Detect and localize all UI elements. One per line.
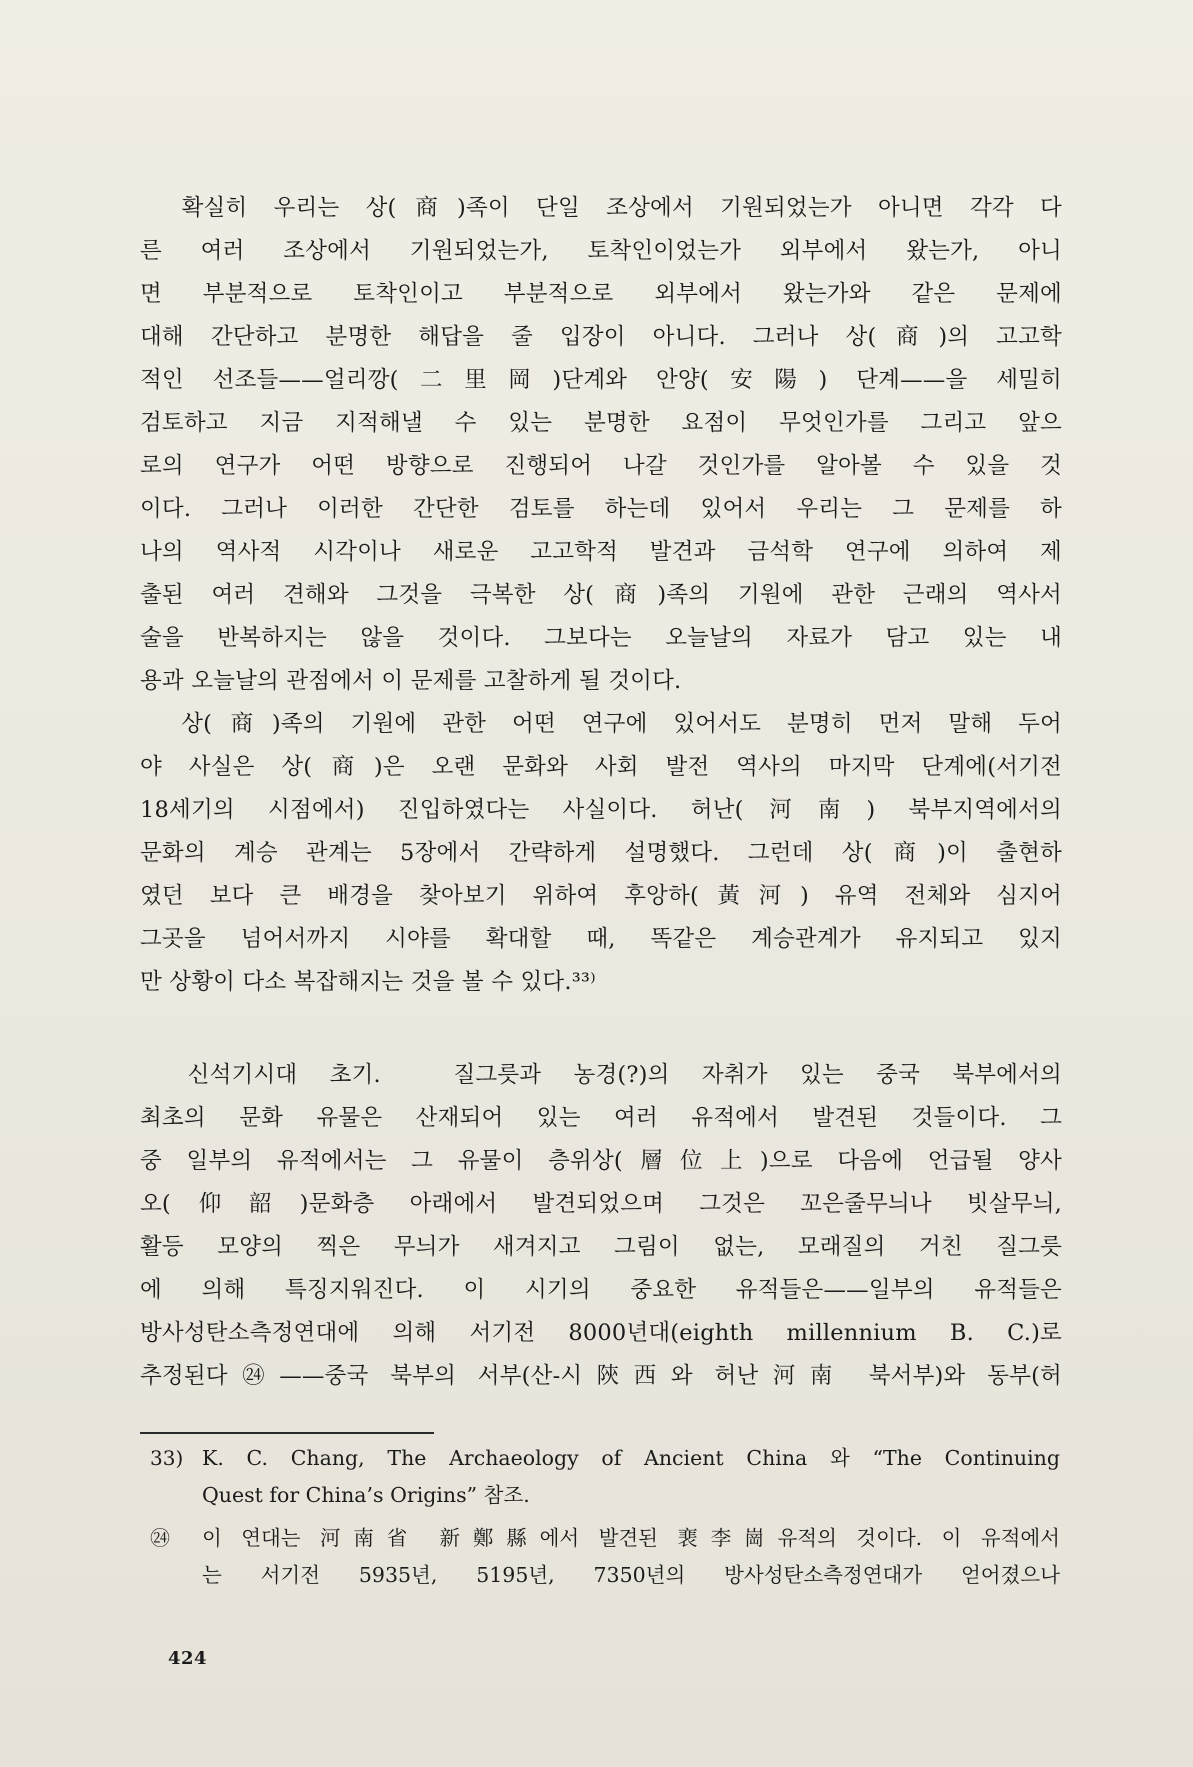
text-line: 오(仰韶)문화층 아래에서 발견되었으며 그것은 꼬은줄무늬나 빗살무늬, <box>140 1191 1062 1217</box>
main-text <box>140 187 1062 1398</box>
text-line: 나의 역사적 시각이나 새로운 고고학적 발견과 금석학 연구에 의하여 제 <box>140 539 1062 565</box>
paragraph-2 <box>140 703 1062 1004</box>
text-line: 18세기의 시점에서) 진입하였다는 사실이다. 허난(河南) 북부지역에서의 <box>140 797 1062 823</box>
text-line: 이다. 그러나 이러한 간단한 검토를 하는데 있어서 우리는 그 문제를 하 <box>140 496 1062 522</box>
footnotes <box>150 1440 1060 1600</box>
footnote-24 <box>150 1520 1060 1594</box>
footnote-line: K. C. Chang, The Archaeology of Ancient China 와 “The Continuing <box>202 1446 1060 1470</box>
footnote-33 <box>150 1440 1060 1514</box>
footnote-marker: ㉔ <box>150 1526 170 1550</box>
text-line: 상(商)족의 기원에 관한 어떤 연구에 있어서도 분명히 먼저 말해 두어 <box>140 711 1062 737</box>
paragraph-3 <box>140 1054 1062 1398</box>
footnote-line: 는 서기전 5935년, 5195년, 7350년의 방사성탄소측정연대가 얻어졌으나 <box>202 1563 1060 1587</box>
text-line: 최초의 문화 유물은 산재되어 있는 여러 유적에서 발견된 것들이다. 그 <box>140 1105 1062 1131</box>
text-line: 에 의해 특징지워진다. 이 시기의 중요한 유적들은——일부의 유적들은 <box>140 1277 1062 1303</box>
text-line: 방사성탄소측정연대에 의해 서기전 8000년대(eighth millennium B. C.)로 <box>140 1320 1062 1346</box>
text-line: 검토하고 지금 지적해낼 수 있는 분명한 요점이 무엇인가를 그리고 앞으 <box>140 410 1062 436</box>
text-line: 신석기시대 초기. 질그릇과 농경(?)의 자취가 있는 중국 북부에서의 <box>140 1062 1062 1088</box>
text-line: 중 일부의 유적에서는 그 유물이 층위상(層位上)으로 다음에 언급될 양사 <box>140 1148 1062 1174</box>
text-line: 술을 반복하지는 않을 것이다. 그보다는 오늘날의 자료가 담고 있는 내 <box>140 625 1062 651</box>
text-line: 만 상황이 다소 복잡해지는 것을 볼 수 있다.³³⁾ <box>140 969 596 995</box>
text-line: 출된 여러 견해와 그것을 극복한 상(商)족의 기원에 관한 근래의 역사서 <box>140 582 1062 608</box>
text-line: 적인 선조들——얼리깡(二里岡)단계와 안양(安陽) 단계——을 세밀히 <box>140 367 1062 393</box>
text-line: 추정된다㉔——중국 북부의 서부(산-시陝西와 허난河南 북서부)와 동부(허 <box>140 1363 1062 1389</box>
text-line: 확실히 우리는 상(商)족이 단일 조상에서 기원되었는가 아니면 각각 다 <box>140 195 1062 221</box>
text-line: 문화의 계승 관계는 5장에서 간략하게 설명했다. 그런데 상(商)이 출현하 <box>140 840 1062 866</box>
footnote-line: Quest for China’s Origins” 참조. <box>202 1483 530 1507</box>
text-line: 그곳을 넘어서까지 시야를 확대할 때, 똑같은 계승관계가 유지되고 있지 <box>140 926 1062 952</box>
footnote-marker: 33) <box>150 1446 184 1470</box>
text-line: 용과 오늘날의 관점에서 이 문제를 고찰하게 될 것이다. <box>140 668 682 694</box>
text-line: 활등 모양의 찍은 무늬가 새겨지고 그림이 없는, 모래질의 거친 질그릇 <box>140 1234 1062 1260</box>
section-gap <box>140 1004 1062 1054</box>
page-number: 424 <box>168 1648 208 1669</box>
footnote-line: 이 연대는 河南省 新鄭縣에서 발견된 裵李崗유적의 것이다. 이 유적에서 <box>202 1526 1060 1550</box>
paragraph-1 <box>140 187 1062 703</box>
text-line: 였던 보다 큰 배경을 찾아보기 위하여 후앙하(黃河) 유역 전체와 심지어 <box>140 883 1062 909</box>
text-line: 면 부분적으로 토착인이고 부분적으로 외부에서 왔는가와 같은 문제에 <box>140 281 1062 307</box>
footnote-divider <box>140 1432 434 1434</box>
text-line: 대해 간단하고 분명한 해답을 줄 입장이 아니다. 그러나 상(商)의 고고학 <box>140 324 1062 350</box>
text-line: 야 사실은 상(商)은 오랜 문화와 사회 발전 역사의 마지막 단계에(서기전 <box>140 754 1062 780</box>
text-line: 로의 연구가 어떤 방향으로 진행되어 나갈 것인가를 알아볼 수 있을 것 <box>140 453 1062 479</box>
text-line: 른 여러 조상에서 기원되었는가, 토착인이었는가 외부에서 왔는가, 아니 <box>140 238 1062 264</box>
